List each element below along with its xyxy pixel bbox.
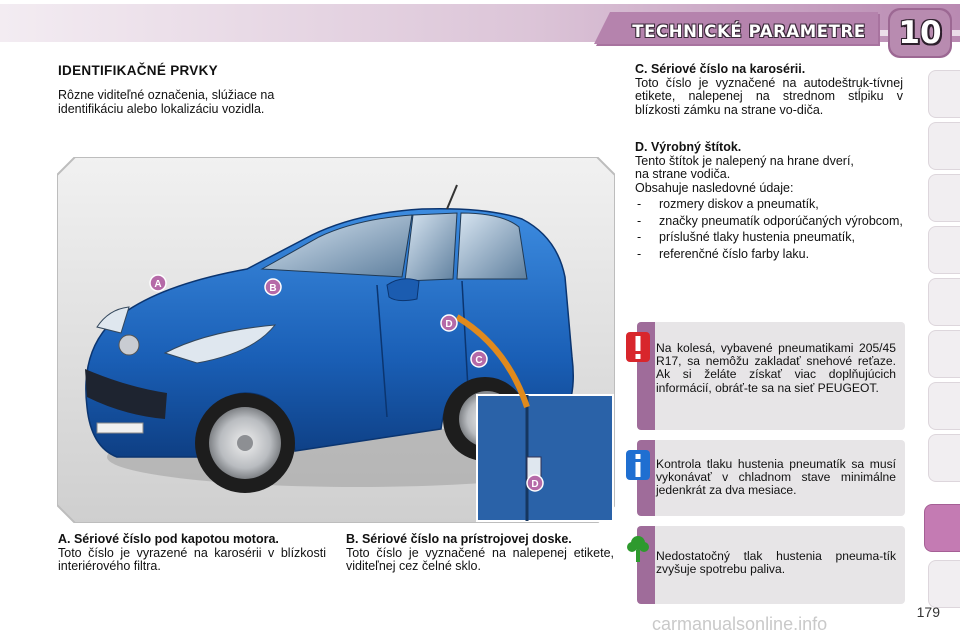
callout-b [265,279,281,295]
intro-line: Rôzne viditeľné označenia, slúžiace na [58,88,275,102]
svg-text:B: B [269,283,277,294]
chapter-tab-active[interactable] [924,504,960,552]
item-d-text: na strane vodiča. [635,167,731,181]
callout-a [150,275,166,291]
chapter-tab[interactable] [928,434,960,482]
section-intro [58,89,338,116]
chapter-tab[interactable] [928,330,960,378]
svg-text:D: D [531,479,539,490]
item-c-title: C. Sériové číslo na karosérii. [635,62,806,76]
callout-c [471,351,487,367]
svg-text:A: A [154,279,162,290]
item-b-text: Toto číslo je vyznačené na nalepenej etikete, viditeľnej cez čelné sklo. [346,545,614,573]
callout-d [441,315,457,331]
item-c [635,63,903,117]
chapter-tab[interactable] [928,382,960,430]
item-a [58,533,326,574]
watermark: carmanualsonline.info [652,614,828,634]
exclamation-icon [626,332,650,362]
item-d-list [635,198,905,261]
chapter-tab[interactable] [928,70,960,118]
chapter-tab[interactable] [928,560,960,608]
item-d [635,141,905,261]
item-d-text: Tento štítok je nalepený na hrane dverí, [635,153,854,168]
list-item: - značky pneumatík odporúčaných výrobcom, [635,215,905,229]
item-b [346,533,614,574]
chapter-tab[interactable] [928,122,960,170]
car-illustration [57,157,615,523]
item-a-title: A. Sériové číslo pod kapotou motora. [58,532,279,546]
svg-text:C: C [475,355,483,366]
item-c-text: Toto číslo je vyznačené na autodeštruk-tívnej etikete, nalepenej na strednom stĺpiku v blízkosti zámku na strane vo-diča. [635,75,903,117]
page-number: 179 [916,604,940,620]
item-b-title: B. Sériové číslo na prístrojovej doske. [346,532,572,546]
chapter-tab[interactable] [928,226,960,274]
chapter-header [0,0,960,62]
info-icon [626,450,650,480]
list-item: - príslušné tlaky hustenia pneumatík, [635,231,905,245]
chapter-tab[interactable] [928,174,960,222]
list-item: - referenčné číslo farby laku. [635,248,905,262]
intro-line: identifikáciu alebo lokalizáciu vozidla. [58,101,265,116]
chapter-number: 10 [898,15,942,51]
tree-icon [626,534,650,564]
eco-text: Nedostatočný tlak hustenia pneuma-tík zvyšuje spotrebu paliva. [656,549,896,577]
chapter-title: TECHNICKÉ PARAMETRE [632,22,866,41]
callout-d-detail [527,475,543,491]
item-d-text: Obsahuje nasledovné údaje: [635,180,794,195]
section-title: IDENTIFIKAČNÉ PRVKY [58,63,218,78]
item-d-title: D. Výrobný štítok. [635,140,742,154]
warning-text: Na kolesá, vybavené pneumatikami 205/45 R17, sa nemôžu zakladať snehové reťaze. Ak si želáte získať viac doplňujúcich informácií, obráť-te sa na sieť PEUGEOT. [656,341,896,395]
info-text: Kontrola tlaku hustenia pneumatík sa musí vykonávať v chladnom stave minimálne jedenkrát za dva mesiace. [656,457,896,498]
list-item: - rozmery diskov a pneumatík, [635,198,905,212]
svg-text:D: D [445,319,453,330]
chapter-tab[interactable] [928,278,960,326]
car-illustration-graphic [57,157,615,523]
chapter-tabs [928,70,960,610]
item-a-text: Toto číslo je vyrazené na karosérii v blízkosti interiérového filtra. [58,545,326,573]
